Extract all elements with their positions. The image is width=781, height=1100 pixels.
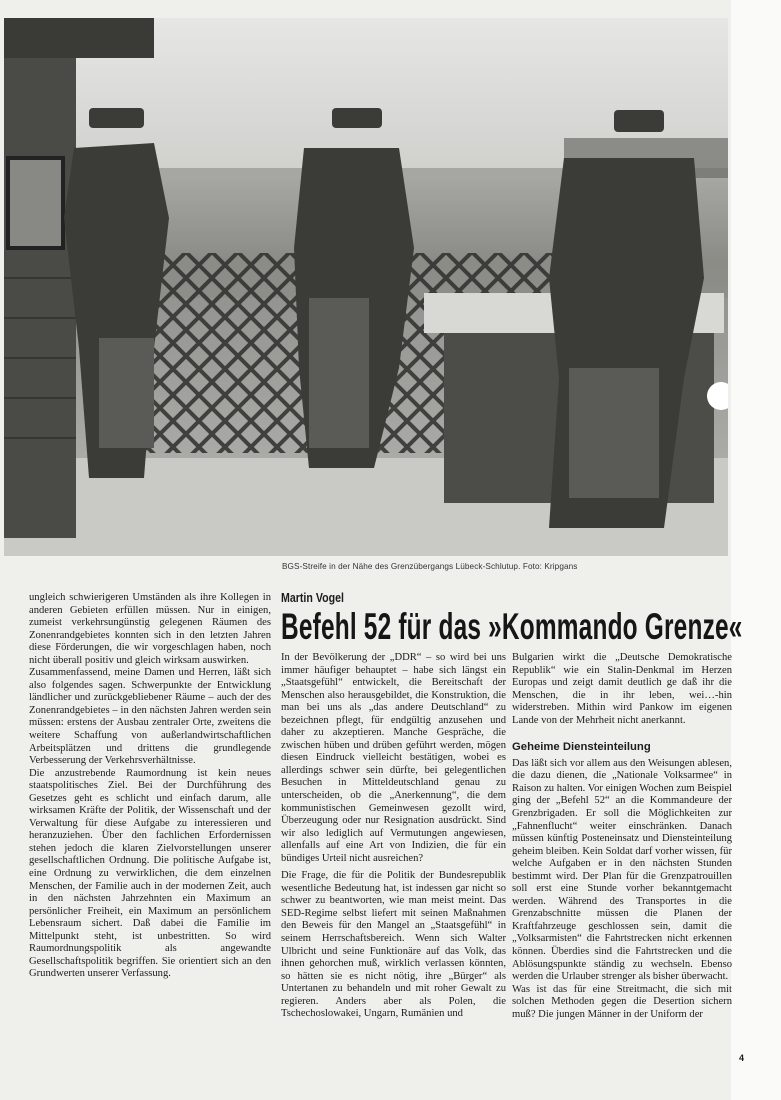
right-column <box>512 652 732 1021</box>
paragraph: In der Bevölkerung der „DDR“ – so wird bei uns immer häufiger behauptet – habe sich längst ein „Staatsgefühl“ entwickelt, die Bereitschaft der Menschen also herausgebildet, die Konstruktion, die man bei uns als „das andere Deutschland“ zu bezeichnen pflegt, für endgültig anzusehen und daher zu akzeptieren. Manche Gespräche, die zwischen hüben und drüben geführt werden, mögen diesen Eindruck vielleicht bestätigen, wobei es allerdings schwer sein dürfte, bei gelegentlichen Besuchen in Mitteldeutschland genau zu unterscheiden, ob die „Anerkennung“, die dem kommunistischen Gemeinwesen gezollt wird, Überzeugung oder nur Resignation ausdrückt. Sind wir also lediglich auf Vermutungen angewiesen, allenfalls auf eine Art von Indizien, die für ein bündiges Urteil nicht ausreichen? <box>281 652 506 864</box>
section-subheading: Geheime Diensteinteilung <box>512 741 651 754</box>
article-headline: Befehl 52 für das »Kommando Grenze« <box>281 606 743 647</box>
photo-caption: BGS-Streife in der Nähe des Grenzübergangs Lübeck-Schlutup. Foto: Kripgans <box>282 562 578 571</box>
paragraph: Was ist das für eine Streitmacht, die sich mit solchen Methoden gegen die Desertion sichern muß? Die jungen Männer in der Uniform der <box>512 983 732 1020</box>
paragraph: Zusammenfassend, meine Damen und Herren, läßt sich also folgendes sagen. Schwerpunkte der Entwicklung ländlicher und zurückgebliebener Räume – auch der des Zonenrandgebietes – in den nächsten Jahren werden sein müssen: erstens der Ausbau zentraler Orte, zweitens die weitere Schaffung von außerlandwirtschaftlichen Arbeitsplätzen und drittens die grundlegende Verbesserung der Verkehrsverhältnisse. <box>29 667 271 767</box>
paragraph: Die Frage, die für die Politik der Bundesrepublik wesentliche Bedeutung hat, ist indessen gar nicht so schwer zu beantworten, wie man meist meint. Das SED-Regime selbst liefert mit seinen Maßnahmen den Beweis für den Mangel an „Staatsgefühl“ in seinem Herrschaftsbereich. Wenn sich Walter Ulbricht und seine Funktionäre auf das Volk, das ihnen gehorchen muß, wirklich verlassen könnten, so hätten sie es nicht nötig, ihre „Bürger“ als Untertanen zu behandeln und mit roher Gewalt zu regieren. Anders aber als Polen, die Tschechoslowakei, Ungarn, Rumänien und <box>281 870 506 1020</box>
paragraph: Das läßt sich vor allem aus den Weisungen ablesen, die dazu dienen, die „Nationale Volksarmee“ in Raison zu halten. Vor einigen Wochen zum Beispiel ging der „Befehl 52“ an die Kommandeure der Grenzbrigaden. Er soll die Möglichkeiten zur „Fahnenflucht“ weiter einschränken. Danach müssen künftig Posteneinsatz und Diensteinteilung geheim bleiben. Kein Soldat darf vorher wissen, für welche Aufgaben er in den nächsten Stunden bestimmt wird. Der Plan für die Grenzpatrouillen soll erst eine Stunde vorher bekanntgemacht werden. Während des Transportes in die Grenzabschnitte müssen die Planen der Kraftfahrzeuge geschlossen sein, damit die „Volksarmisten“ die Fahrtstrecken nicht erkennen können. Überdies sind die Fahrtstrecken und die Ablösungspunkte ständig zu wechseln. Ebenso werden die Urlauber strenger als bisher überwacht. <box>512 757 732 983</box>
page-number: 4 <box>739 1053 745 1063</box>
border-patrol-photo <box>4 18 728 556</box>
left-column <box>29 592 271 981</box>
page-margin <box>731 0 781 1100</box>
paragraph: ungleich schwierigeren Umständen als ihre Kollegen in anderen Gebieten erfüllen müssen. Nur in einigen, zumeist verkehrsungünstig gelegenen Räumen des Zonenrandgebietes konnten sich in den letzten Jahren diese Förderungen, die wir vorgeschlagen haben, noch nicht überall positiv und gleich wirksam auswirken. <box>29 592 271 666</box>
middle-column <box>281 652 506 1021</box>
paragraph: Bulgarien wirkt die „Deutsche Demokratische Republik“ wie ein Stalin-Denkmal im Herzen Europas und zeigt damit deutlich ge daß ihr die Menschen, die in ihr leben, wei…-hin widerstreben. Mithin wird Pankow im eigenen Lande von der Mehrheit nicht anerkannt. <box>512 652 732 726</box>
article-author: Martin Vogel <box>281 591 344 605</box>
paragraph: Die anzustrebende Raumordnung ist kein neues staatspolitisches Ziel. Bei der Durchführung des Gesetzes geht es schlicht und einfach darum, alle wirksamen Kräfte der Politik, der Wissenschaft und der Verwaltung für diese Aufgabe zu interessieren und heranzuziehen. Über den fachlichen Erfordernissen stehen jedoch die klaren Zielvorstellungen unserer gesellschaftlichen Ordnung. Die politische Aufgabe ist, eine Ordnung zu verwirklichen, die dem einzelnen Menschen, der Familie auch in der modernen Zeit, auch in den nächsten Jahrzehnten ein Maximum an persönlicher Freiheit, ein Maximum an persönlichem Lebensraum sichert. Daß dabei die Familie im Mittelpunkt steht, ist unbestritten. So wird Raumordnungspolitik als angewandte Gesellschaftspolitik begriffen. Sie orientiert sich an den Grundwerten unserer Verfassung. <box>29 767 271 980</box>
